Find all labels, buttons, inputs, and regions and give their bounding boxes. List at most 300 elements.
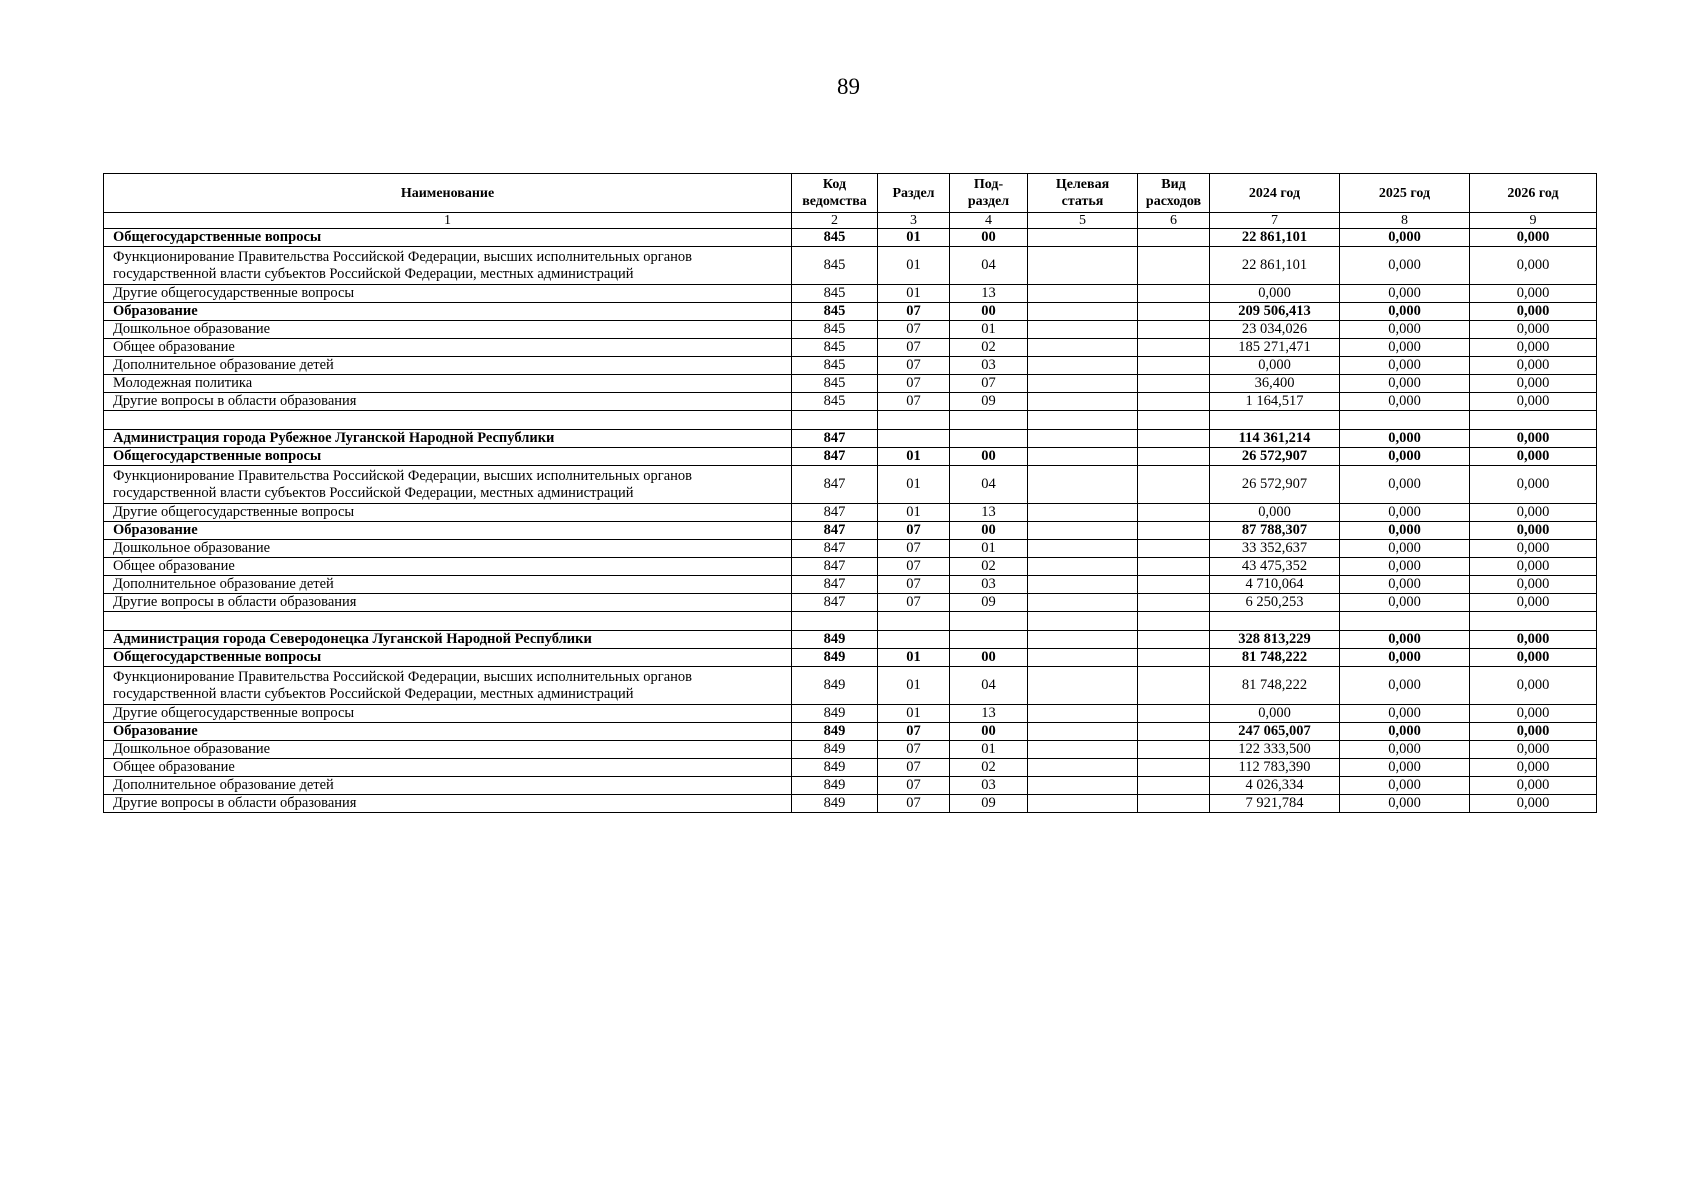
cell-2025: 0,000: [1340, 339, 1470, 357]
cell-2024: 0,000: [1210, 285, 1340, 303]
cell-2024: 0,000: [1210, 357, 1340, 375]
cell-razdel: 07: [878, 594, 950, 612]
table-row: [104, 411, 1597, 430]
cell-code: 849: [792, 795, 878, 813]
header-podrazdel-line1: Под-: [973, 177, 1004, 192]
cell-podrazdel: 09: [950, 393, 1028, 411]
cell-razdel: 01: [878, 448, 950, 466]
cell-vid: [1138, 393, 1210, 411]
cell-2024: 0,000: [1210, 705, 1340, 723]
cell-podrazdel: 02: [950, 339, 1028, 357]
cell-razdel: 07: [878, 723, 950, 741]
cell-2024: 33 352,637: [1210, 540, 1340, 558]
cell-2024: 26 572,907: [1210, 466, 1340, 504]
cell-2025: 0,000: [1340, 741, 1470, 759]
cell-name: Администрация города Рубежное Луганской Народной Республики: [104, 430, 792, 448]
cell-target: [1028, 303, 1138, 321]
cell-2026: 0,000: [1470, 375, 1597, 393]
cell-razdel: 07: [878, 303, 950, 321]
cell-podrazdel: 07: [950, 375, 1028, 393]
cell-2025: 0,000: [1340, 466, 1470, 504]
cell-2025: 0,000: [1340, 448, 1470, 466]
cell-podrazdel: 04: [950, 247, 1028, 285]
cell-vid: [1138, 705, 1210, 723]
cell-2024: 112 783,390: [1210, 759, 1340, 777]
cell-2026: 0,000: [1470, 357, 1597, 375]
cell-code: 849: [792, 759, 878, 777]
cell-razdel: 07: [878, 576, 950, 594]
table-row: [104, 795, 1597, 813]
table-row: [104, 631, 1597, 649]
cell-2026: 0,000: [1470, 285, 1597, 303]
table-row: [104, 522, 1597, 540]
cell-2024: 81 748,222: [1210, 649, 1340, 667]
header-vid-line1: Вид: [1161, 177, 1186, 192]
cell-2024: 81 748,222: [1210, 667, 1340, 705]
cell-razdel: 07: [878, 321, 950, 339]
cell-2025: 0,000: [1340, 777, 1470, 795]
cell-podrazdel: 13: [950, 705, 1028, 723]
cell-name: Общегосударственные вопросы: [104, 229, 792, 247]
table-row: [104, 705, 1597, 723]
cell-podrazdel: 03: [950, 777, 1028, 795]
cell-code: 847: [792, 430, 878, 448]
cell-2024: 4 710,064: [1210, 576, 1340, 594]
cell-name: Дополнительное образование детей: [104, 777, 792, 795]
column-number-row: [104, 213, 1597, 229]
cell-code: [792, 612, 878, 631]
column-number: 8: [1340, 213, 1470, 229]
cell-target: [1028, 466, 1138, 504]
table-row: [104, 777, 1597, 795]
cell-code: 845: [792, 321, 878, 339]
column-number: 6: [1138, 213, 1210, 229]
cell-2026: 0,000: [1470, 777, 1597, 795]
cell-name: Общегосударственные вопросы: [104, 649, 792, 667]
cell-podrazdel: 00: [950, 303, 1028, 321]
cell-vid: [1138, 741, 1210, 759]
budget-table: [103, 173, 1597, 813]
cell-code: 849: [792, 723, 878, 741]
cell-code: 849: [792, 631, 878, 649]
cell-razdel: 01: [878, 229, 950, 247]
table-row: [104, 576, 1597, 594]
cell-podrazdel: 13: [950, 285, 1028, 303]
cell-2025: 0,000: [1340, 649, 1470, 667]
cell-2026: [1470, 411, 1597, 430]
cell-2025: [1340, 411, 1470, 430]
cell-2024: 36,400: [1210, 375, 1340, 393]
cell-2025: 0,000: [1340, 285, 1470, 303]
cell-2024: 328 813,229: [1210, 631, 1340, 649]
header-2026: 2026 год: [1470, 174, 1597, 213]
cell-2026: 0,000: [1470, 430, 1597, 448]
cell-podrazdel: 03: [950, 576, 1028, 594]
table-row: [104, 466, 1597, 504]
cell-target: [1028, 321, 1138, 339]
cell-podrazdel: [950, 612, 1028, 631]
cell-name: Другие вопросы в области образования: [104, 393, 792, 411]
cell-2024: 122 333,500: [1210, 741, 1340, 759]
cell-2024: 22 861,101: [1210, 247, 1340, 285]
header-target-line1: Целевая: [1055, 177, 1110, 192]
table-row: [104, 504, 1597, 522]
cell-2024: 1 164,517: [1210, 393, 1340, 411]
table-row: [104, 247, 1597, 285]
cell-code: 845: [792, 247, 878, 285]
cell-razdel: 07: [878, 795, 950, 813]
cell-2026: 0,000: [1470, 723, 1597, 741]
cell-2024: [1210, 411, 1340, 430]
cell-2026: 0,000: [1470, 759, 1597, 777]
cell-2026: 0,000: [1470, 594, 1597, 612]
table-row: [104, 558, 1597, 576]
cell-name: [104, 411, 792, 430]
cell-target: [1028, 229, 1138, 247]
cell-2024: 6 250,253: [1210, 594, 1340, 612]
cell-2026: 0,000: [1470, 795, 1597, 813]
column-number: 4: [950, 213, 1028, 229]
cell-vid: [1138, 321, 1210, 339]
cell-podrazdel: 01: [950, 321, 1028, 339]
cell-name: Другие общегосударственные вопросы: [104, 285, 792, 303]
cell-name: Другие вопросы в области образования: [104, 795, 792, 813]
cell-name: Другие вопросы в области образования: [104, 594, 792, 612]
cell-razdel: 07: [878, 375, 950, 393]
cell-2025: 0,000: [1340, 576, 1470, 594]
cell-podrazdel: 02: [950, 558, 1028, 576]
cell-2024: 4 026,334: [1210, 777, 1340, 795]
cell-name: Функционирование Правительства Российской Федерации, высших исполнительных органов государственной власти субъектов Российской Федерации, местных администраций: [104, 466, 792, 504]
cell-podrazdel: 00: [950, 649, 1028, 667]
table-row: [104, 285, 1597, 303]
cell-name: Дошкольное образование: [104, 540, 792, 558]
cell-2025: 0,000: [1340, 631, 1470, 649]
cell-podrazdel: [950, 411, 1028, 430]
cell-2025: 0,000: [1340, 594, 1470, 612]
cell-code: 845: [792, 339, 878, 357]
cell-2024: 23 034,026: [1210, 321, 1340, 339]
cell-name: Общегосударственные вопросы: [104, 448, 792, 466]
cell-2024: 7 921,784: [1210, 795, 1340, 813]
cell-2026: 0,000: [1470, 649, 1597, 667]
cell-vid: [1138, 339, 1210, 357]
cell-razdel: 01: [878, 649, 950, 667]
cell-vid: [1138, 558, 1210, 576]
cell-target: [1028, 540, 1138, 558]
cell-2025: 0,000: [1340, 430, 1470, 448]
table-row: [104, 303, 1597, 321]
cell-target: [1028, 357, 1138, 375]
cell-razdel: [878, 411, 950, 430]
cell-podrazdel: 00: [950, 723, 1028, 741]
cell-2026: 0,000: [1470, 631, 1597, 649]
table-row: [104, 357, 1597, 375]
cell-podrazdel: 02: [950, 759, 1028, 777]
cell-target: [1028, 448, 1138, 466]
cell-2026: 0,000: [1470, 303, 1597, 321]
cell-2026: 0,000: [1470, 393, 1597, 411]
cell-2025: 0,000: [1340, 540, 1470, 558]
column-number: 7: [1210, 213, 1340, 229]
cell-2026: 0,000: [1470, 705, 1597, 723]
cell-2024: [1210, 612, 1340, 631]
cell-target: [1028, 558, 1138, 576]
cell-podrazdel: 13: [950, 504, 1028, 522]
cell-code: 847: [792, 522, 878, 540]
cell-name: Дополнительное образование детей: [104, 357, 792, 375]
header-name: Наименование: [104, 174, 792, 213]
cell-name: Другие общегосударственные вопросы: [104, 504, 792, 522]
cell-podrazdel: [950, 430, 1028, 448]
cell-name: Общее образование: [104, 339, 792, 357]
cell-name: Общее образование: [104, 759, 792, 777]
cell-podrazdel: 03: [950, 357, 1028, 375]
cell-2026: [1470, 612, 1597, 631]
cell-vid: [1138, 777, 1210, 795]
cell-vid: [1138, 540, 1210, 558]
cell-2025: 0,000: [1340, 759, 1470, 777]
cell-target: [1028, 594, 1138, 612]
cell-name: Образование: [104, 723, 792, 741]
cell-name: Дополнительное образование детей: [104, 576, 792, 594]
cell-vid: [1138, 285, 1210, 303]
cell-name: Другие общегосударственные вопросы: [104, 705, 792, 723]
cell-razdel: 07: [878, 522, 950, 540]
table-row: [104, 339, 1597, 357]
header-target-line2: статья: [1061, 194, 1104, 209]
cell-2025: 0,000: [1340, 795, 1470, 813]
cell-2026: 0,000: [1470, 504, 1597, 522]
cell-2026: 0,000: [1470, 540, 1597, 558]
cell-vid: [1138, 522, 1210, 540]
cell-razdel: 01: [878, 466, 950, 504]
table-row: [104, 723, 1597, 741]
column-number: 9: [1470, 213, 1597, 229]
cell-razdel: 01: [878, 285, 950, 303]
cell-podrazdel: 00: [950, 522, 1028, 540]
cell-razdel: 01: [878, 247, 950, 285]
header-vid: [1138, 174, 1210, 213]
table-row: [104, 448, 1597, 466]
table-row: [104, 759, 1597, 777]
cell-name: Администрация города Северодонецка Луганской Народной Республики: [104, 631, 792, 649]
cell-2026: 0,000: [1470, 321, 1597, 339]
cell-name: Функционирование Правительства Российской Федерации, высших исполнительных органов государственной власти субъектов Российской Федерации, местных администраций: [104, 247, 792, 285]
cell-2024: 209 506,413: [1210, 303, 1340, 321]
table-row: [104, 540, 1597, 558]
cell-vid: [1138, 504, 1210, 522]
header-2024: 2024 год: [1210, 174, 1340, 213]
cell-vid: [1138, 448, 1210, 466]
cell-target: [1028, 576, 1138, 594]
cell-2025: 0,000: [1340, 705, 1470, 723]
header-podrazdel: [950, 174, 1028, 213]
cell-vid: [1138, 631, 1210, 649]
cell-razdel: [878, 430, 950, 448]
cell-2026: 0,000: [1470, 247, 1597, 285]
cell-razdel: 07: [878, 759, 950, 777]
cell-2026: 0,000: [1470, 522, 1597, 540]
cell-target: [1028, 631, 1138, 649]
cell-code: 847: [792, 576, 878, 594]
header-razdel: Раздел: [878, 174, 950, 213]
cell-name: Образование: [104, 303, 792, 321]
cell-code: 849: [792, 667, 878, 705]
cell-target: [1028, 522, 1138, 540]
cell-2025: 0,000: [1340, 667, 1470, 705]
cell-name: Функционирование Правительства Российской Федерации, высших исполнительных органов государственной власти субъектов Российской Федерации, местных администраций: [104, 667, 792, 705]
cell-razdel: 07: [878, 393, 950, 411]
cell-2024: 185 271,471: [1210, 339, 1340, 357]
table-body: [104, 229, 1597, 813]
cell-2024: 26 572,907: [1210, 448, 1340, 466]
cell-target: [1028, 285, 1138, 303]
cell-vid: [1138, 375, 1210, 393]
cell-vid: [1138, 247, 1210, 285]
cell-vid: [1138, 723, 1210, 741]
cell-podrazdel: 09: [950, 795, 1028, 813]
cell-name: Дошкольное образование: [104, 321, 792, 339]
cell-code: [792, 411, 878, 430]
cell-podrazdel: 04: [950, 466, 1028, 504]
cell-razdel: [878, 631, 950, 649]
table-row: [104, 612, 1597, 631]
cell-razdel: 01: [878, 667, 950, 705]
header-code-line2: ведомства: [802, 194, 867, 209]
header-code: [792, 174, 878, 213]
column-number: 2: [792, 213, 878, 229]
cell-target: [1028, 667, 1138, 705]
cell-target: [1028, 411, 1138, 430]
cell-code: 847: [792, 594, 878, 612]
column-number: 1: [104, 213, 792, 229]
cell-vid: [1138, 594, 1210, 612]
cell-2024: 0,000: [1210, 504, 1340, 522]
cell-vid: [1138, 411, 1210, 430]
cell-code: 849: [792, 741, 878, 759]
cell-razdel: 01: [878, 504, 950, 522]
cell-2026: 0,000: [1470, 741, 1597, 759]
table-row: [104, 649, 1597, 667]
cell-2026: 0,000: [1470, 466, 1597, 504]
cell-vid: [1138, 466, 1210, 504]
cell-code: 845: [792, 285, 878, 303]
cell-vid: [1138, 612, 1210, 631]
cell-2024: 22 861,101: [1210, 229, 1340, 247]
cell-code: 849: [792, 777, 878, 795]
cell-2025: 0,000: [1340, 522, 1470, 540]
cell-target: [1028, 795, 1138, 813]
cell-code: 845: [792, 375, 878, 393]
header-podrazdel-line2: раздел: [967, 194, 1010, 209]
cell-razdel: 07: [878, 558, 950, 576]
cell-2025: [1340, 612, 1470, 631]
cell-2026: 0,000: [1470, 667, 1597, 705]
cell-2025: 0,000: [1340, 504, 1470, 522]
table-row: [104, 667, 1597, 705]
cell-2026: 0,000: [1470, 558, 1597, 576]
cell-target: [1028, 612, 1138, 631]
cell-target: [1028, 649, 1138, 667]
cell-vid: [1138, 357, 1210, 375]
cell-code: 849: [792, 649, 878, 667]
cell-razdel: 07: [878, 540, 950, 558]
cell-vid: [1138, 576, 1210, 594]
cell-target: [1028, 339, 1138, 357]
column-number: 3: [878, 213, 950, 229]
table-row: [104, 321, 1597, 339]
header-2025: 2025 год: [1340, 174, 1470, 213]
cell-target: [1028, 741, 1138, 759]
cell-2024: 114 361,214: [1210, 430, 1340, 448]
cell-target: [1028, 375, 1138, 393]
cell-2024: 43 475,352: [1210, 558, 1340, 576]
cell-2026: 0,000: [1470, 448, 1597, 466]
cell-name: Молодежная политика: [104, 375, 792, 393]
cell-vid: [1138, 303, 1210, 321]
cell-2024: 87 788,307: [1210, 522, 1340, 540]
cell-code: 845: [792, 229, 878, 247]
cell-code: 847: [792, 540, 878, 558]
cell-vid: [1138, 759, 1210, 777]
cell-target: [1028, 759, 1138, 777]
cell-razdel: [878, 612, 950, 631]
cell-vid: [1138, 229, 1210, 247]
page-number: 89: [837, 74, 860, 99]
table-row: [104, 393, 1597, 411]
cell-name: [104, 612, 792, 631]
cell-target: [1028, 777, 1138, 795]
cell-2025: 0,000: [1340, 303, 1470, 321]
cell-vid: [1138, 430, 1210, 448]
cell-target: [1028, 723, 1138, 741]
cell-2025: 0,000: [1340, 375, 1470, 393]
cell-code: 845: [792, 357, 878, 375]
cell-name: Общее образование: [104, 558, 792, 576]
cell-razdel: 07: [878, 741, 950, 759]
cell-2025: 0,000: [1340, 393, 1470, 411]
cell-target: [1028, 247, 1138, 285]
cell-name: Образование: [104, 522, 792, 540]
table-row: [104, 229, 1597, 247]
column-number: 5: [1028, 213, 1138, 229]
cell-vid: [1138, 649, 1210, 667]
cell-target: [1028, 504, 1138, 522]
table-row: [104, 741, 1597, 759]
header-target: [1028, 174, 1138, 213]
cell-razdel: 07: [878, 357, 950, 375]
header-row: [104, 174, 1597, 213]
table-row: [104, 375, 1597, 393]
cell-2026: 0,000: [1470, 576, 1597, 594]
cell-code: 845: [792, 303, 878, 321]
cell-2025: 0,000: [1340, 229, 1470, 247]
cell-podrazdel: 01: [950, 741, 1028, 759]
cell-code: 849: [792, 705, 878, 723]
cell-code: 847: [792, 504, 878, 522]
cell-code: 847: [792, 466, 878, 504]
header-code-line1: Код: [822, 177, 847, 192]
table-row: [104, 594, 1597, 612]
cell-2024: 247 065,007: [1210, 723, 1340, 741]
cell-2025: 0,000: [1340, 558, 1470, 576]
cell-podrazdel: [950, 631, 1028, 649]
cell-code: 847: [792, 448, 878, 466]
cell-2025: 0,000: [1340, 321, 1470, 339]
cell-razdel: 01: [878, 705, 950, 723]
cell-razdel: 07: [878, 777, 950, 795]
